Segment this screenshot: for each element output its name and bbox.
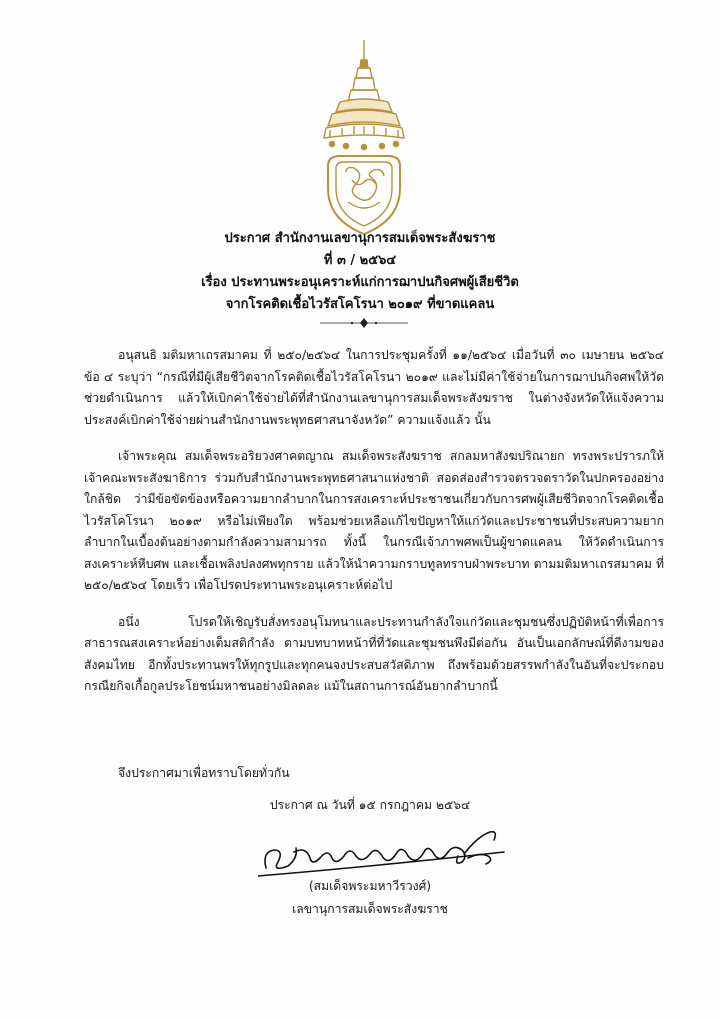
announcement-number: ที่ ๓ / ๒๕๖๔ bbox=[323, 253, 397, 268]
body-paragraph-1: อนุสนธิ มติมหาเถรสมาคม ที่ ๒๕๐/๒๕๖๔ ในการประชุมครั้งที่ ๑๑/๒๕๖๔ เมื่อวันที่ ๓๐ เมษายน ๒๕๖๔ ข้อ ๔ ระบุว่า “กรณีที่มีผู้เสียชีวิตจากโรคติดเชื้อไวรัสโคโรนา ๒๐๑๙ และไม่มีค่าใช้จ่ายในการฌาปนกิจศพให้วัดช่วยดำเนินการ แล้วให้เบิกค่าใช้จ่ายได้ที่สำนักงานเลขานุการสมเด็จพระสังฆราช ในต่างจังหวัดให้แจ้งความประสงค์เบิกค่าใช้จ่ายผ่านสำนักงานพระพุทธศาสนาจังหวัด” ความแจ้งแล้ว นั้น bbox=[84, 348, 664, 427]
announcement-subject-line2: จากโรคติดเชื้อไวรัสโคโรนา ๒๐๑๙ ที่ขาดแคลน bbox=[225, 297, 495, 312]
body-paragraph-2: เจ้าพระคุณ สมเด็จพระอริยวงศาคตญาณ สมเด็จพระสังฆราช สกลมหาสังฆปริณายก ทรงพระปรารภให้เจ้าคณะพระสังฆาธิการ ร่วมกับสำนักงานพระพุทธศาสนาแห่งชาติ สอดส่องสำรวจตรวจตราวัดในปกครองอย่างใกล้ชิด ว่ามีข้อขัดข้องหรือความยากลำบากในการสงเคราะห์ประชาชนเกี่ยวกับการศพผู้เสียชีวิตจากโรคติดเชื้อไวรัสโคโรนา ๒๐๑๙ หรือไม่เพียงใด พร้อมช่วยเหลือแก้ไขปัญหาให้แก่วัดและประชาชนที่ประสบความยากลำบากในเบื้องต้นอย่างตามกำลังความสามารถ ทั้งนี้ ในกรณีเจ้าภาพศพเป็นผู้ขาดแคลน ให้วัดดำเนินการสงเคราะห์หีบศพ และเชื้อเพลิงปลงศพทุกราย แล้วให้นำความกราบทูลทราบฝ่าพระบาท ตามมติมหาเถรสมาคม ที่ ๒๕๐/๒๕๖๔ โดยเร็ว เพื่อโปรดประทานพระอนุเคราะห์ต่อไป bbox=[84, 449, 664, 592]
signatory-name: (สมเด็จพระมหาวีรวงศ์) bbox=[308, 879, 432, 893]
announcement-heading bbox=[0, 228, 720, 316]
closing-statement: จึงประกาศมาเพื่อทราบโดยทั่วกัน bbox=[118, 766, 290, 780]
handwritten-signature bbox=[258, 822, 508, 880]
ornament-divider-icon bbox=[318, 317, 410, 329]
announcement-subject-line1: เรื่อง ประทานพระอนุเคราะห์แก่การฌาปนกิจศพผู้เสียชีวิต bbox=[201, 275, 519, 290]
signatory-title: เลขานุการสมเด็จพระสังฆราช bbox=[292, 902, 448, 916]
royal-emblem-icon bbox=[318, 38, 410, 238]
announcement-body bbox=[84, 345, 664, 713]
body-paragraph-3: อนึ่ง โปรดให้เชิญรับสั่งทรงอนุโมทนาและประทานกำลังใจแก่วัดและชุมชนซึ่งปฏิบัติหน้าที่เพื่อการสาธารณสงเคราะห์อย่างเต็มสติกำลัง ตามบทบาทหน้าที่ที่วัดและชุมชนพึงมีต่อกัน อันเป็นเอกลักษณ์ที่ดีงามของสังคมไทย อีกทั้งประทานพรให้ทุกรูปและทุกคนจงประสบสวัสดิภาพ ถึงพร้อมด้วยสรรพกำลังในอันที่จะประกอบกรณียกิจเกื้อกูลประโยชน์มหาชนอย่างมิลดละ แม้ในสถานการณ์อันยากลำบากนี้ bbox=[84, 614, 664, 693]
announcement-date: ประกาศ ณ วันที่ ๑๕ กรกฎาคม ๒๕๖๔ bbox=[269, 798, 471, 812]
announcement-issuer: ประกาศ สำนักงานเลขานุการสมเด็จพระสังฆราช bbox=[224, 231, 496, 246]
